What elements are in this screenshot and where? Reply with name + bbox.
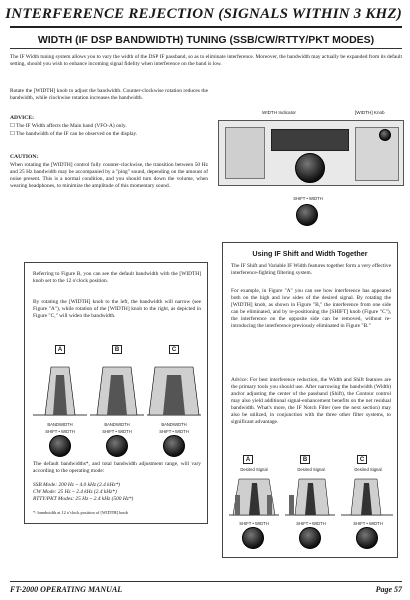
right-knob-b-icon — [299, 527, 321, 549]
knob-label-c: SHIFT • WIDTH — [159, 429, 189, 434]
rotate-paragraph: Rotate the [WIDTH] knob to adjust the bandwidth. Counter-clockwise rotation reduces the bandwidth, while clockwise rotation increases the bandwidth. — [10, 88, 208, 101]
right-paragraph-2: For example, in Figure "A" you can see how interference has appeared both on the high and low sides of the desired signal. By rotating the [WIDTH] knob, as shown in Figure "B," the interference from one side can be eliminated, and by re-positioning the [SHIFT] knob (Figure "C"), the interference on the opposite side can be removed, without re-introducing the interference previously eliminated in Figure "B." — [231, 288, 391, 329]
bandwidth-figures-svg — [31, 357, 203, 421]
footer-page-number: Page 57 — [375, 585, 402, 594]
right-figure-label-b: B — [300, 455, 310, 464]
bandwidth-figure-a — [33, 367, 87, 415]
advice-item-1: ☐ The IF Width affects the Main band (VFO-A) only. — [10, 123, 127, 129]
mode-line-cw: CW Mode: 25 Hz ~ 2.4 kHz (2.4 kHz*) — [33, 489, 117, 495]
knob-label-a: SHIFT • WIDTH — [45, 429, 75, 434]
knob-b-icon — [106, 435, 128, 457]
bandwidth-figure-c — [147, 367, 201, 415]
width-knob-callout: [WIDTH] Knob — [355, 110, 385, 115]
advice-item-2: ☐ The bandwidth of the IF can be observed on the display. — [10, 131, 138, 137]
caution-paragraph: When rotating the [WIDTH] control fully counter-clockwise, the transition between 50 Hz and 25 Hz bandwidth may be accompanied by a "ping" sound, depending on the amount of noise present. This is a normal condition, and you should turn down the volume, when wearing headphones, to minimize the amplitude of this momentary sound. — [10, 162, 208, 189]
radio-front-panel-image — [218, 120, 404, 186]
advice-text-1: The IF Width affects the Main band (VFO-A) only. — [16, 123, 127, 129]
figure-label-b: B — [112, 345, 122, 354]
shift-width-together-box — [222, 242, 398, 558]
section-divider — [10, 48, 402, 49]
box-paragraph-3: The default bandwidths*, and total bandwidth adjustment range, will vary according to the operating mode: — [33, 461, 201, 474]
desired-signal-label-b: Desired Signal — [297, 467, 325, 472]
figure-label-a: A — [55, 345, 65, 354]
caution-heading: CAUTION: — [10, 154, 39, 160]
figure-label-c: C — [169, 345, 179, 354]
shift-figure-c — [341, 479, 393, 515]
box-paragraph-1: Referring to Figure B, you can see the default bandwidth with the [WIDTH] knob set to the 12 o'clock position. — [33, 271, 201, 284]
header-divider — [10, 26, 402, 28]
radio-right-panel — [355, 127, 399, 181]
shift-width-label: SHIFT • WIDTH — [293, 196, 323, 201]
shift-width-knob-icon — [296, 204, 318, 226]
desired-signal-label-c: Desired Signal — [354, 467, 382, 472]
mode-line-ssb: SSB Mode: 200 Hz ~ 4.0 kHz (2.4 kHz*) — [33, 482, 121, 488]
right-knob-a-icon — [242, 527, 264, 549]
right-figure-label-c: C — [357, 455, 367, 464]
shift-figure-b — [285, 479, 335, 515]
radio-width-knob — [379, 129, 391, 141]
shift-figures-svg — [227, 473, 395, 519]
knob-label-b: SHIFT • WIDTH — [102, 429, 132, 434]
intro-paragraph: The IF Width tuning system allows you to vary the width of the DSP IF passband, so as to eliminate interference. Moreover, the bandwidth may actually be expanded from its default setting, should you wish to enhance incoming signal fidelity when interference on the band is low. — [10, 54, 402, 67]
radio-main-dial — [295, 153, 325, 183]
box-paragraph-2: By rotating the [WIDTH] knob to the left, the bandwidth will narrow (see Figure "A"), while rotation of the [WIDTH] knob to the right, as depicted in Figure "C," will widen the bandwidth. — [33, 299, 201, 319]
right-knob-c-icon — [356, 527, 378, 549]
knob-c-icon — [163, 435, 185, 457]
width-example-box — [24, 262, 208, 524]
radio-display — [271, 129, 349, 151]
bandwidth-label-a: BANDWIDTH — [47, 422, 73, 427]
bandwidth-label-b: BANDWIDTH — [104, 422, 130, 427]
section-title: WIDTH (IF DSP BANDWIDTH) TUNING (SSB/CW/RTTY/PKT MODES) — [37, 34, 375, 46]
footer-divider — [10, 581, 402, 582]
footer-manual-title: FT-2000 OPERATING MANUAL — [10, 585, 123, 594]
right-paragraph-3: Advice: For best interference reduction, the Width and Shift features are the primary tools you should use. After narrowing the bandwidth (Width) and/or adjusting the center of the passband (Shift), the Contour control may also yield additional signal-enhancement benefits on the net residual bandwidth. What's more, the IF Notch Filter (see the next section) may also be utilized, in conjunction with the three other filter systems, to significant advantage. — [231, 377, 391, 425]
right-knob-label-c: SHIFT • WIDTH — [353, 521, 383, 526]
page-header-title: INTERFERENCE REJECTION (SIGNALS WITHIN 3 KHZ) — [5, 6, 402, 22]
mode-line-rtty: RTTY/PKT Modes: 25 Hz ~ 2.4 kHz (500 Hz*) — [33, 496, 134, 502]
advice-text-2: The bandwidth of the IF can be observed on the display. — [16, 131, 138, 137]
right-box-title: Using IF Shift and Width Together — [252, 249, 368, 258]
bandwidth-figure-b — [90, 367, 144, 415]
bandwidth-footnote: *: bandwidth at 12 o'clock position of [WIDTH] knob — [33, 510, 128, 515]
desired-signal-label-a: Desired Signal — [240, 467, 268, 472]
right-knob-label-a: SHIFT • WIDTH — [239, 521, 269, 526]
knob-a-icon — [49, 435, 71, 457]
width-indicator-callout: WIDTH Indicator — [262, 110, 296, 115]
right-paragraph-1: The IF Shift and Variable IF Width features together form a very effective interference-fighting filtering system. — [231, 263, 391, 276]
right-knob-label-b: SHIFT • WIDTH — [296, 521, 326, 526]
right-figure-label-a: A — [243, 455, 253, 464]
bandwidth-label-c: BANDWIDTH — [161, 422, 187, 427]
advice-heading: ADVICE: — [10, 115, 34, 121]
radio-left-panel — [225, 127, 265, 179]
shift-figure-a — [229, 479, 279, 515]
